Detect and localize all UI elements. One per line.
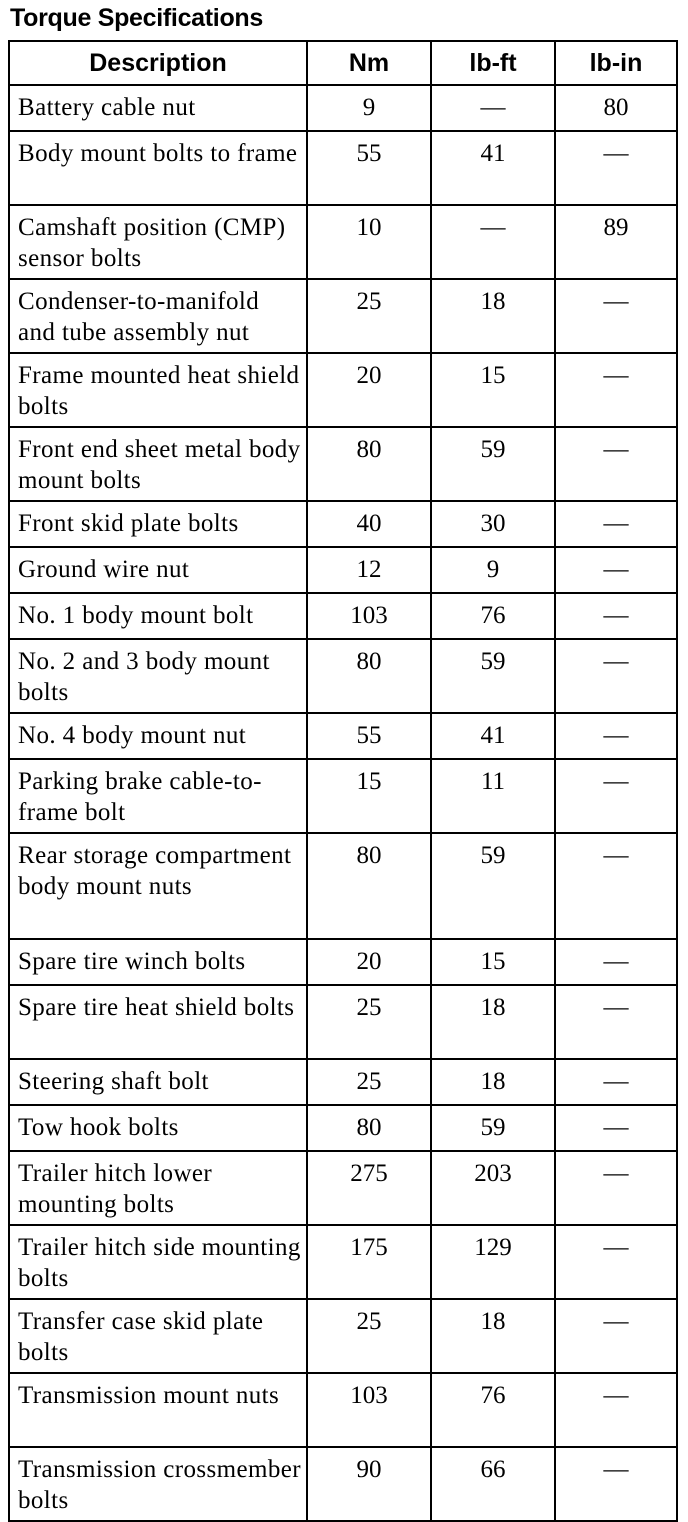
description-cell: Transmission crossmember bolts: [9, 1447, 307, 1521]
lb-ft-cell: 59: [431, 639, 555, 713]
table-row: [9, 1373, 677, 1447]
description-cell: Battery cable nut: [9, 85, 307, 131]
description-cell: Rear storage compartment body mount nuts: [9, 833, 307, 939]
lb-in-cell: —: [555, 1225, 677, 1299]
nm-cell: 20: [307, 353, 431, 427]
table-row: [9, 1225, 677, 1299]
lb-in-cell: —: [555, 353, 677, 427]
table-row: [9, 833, 677, 939]
description-cell: Transmission mount nuts: [9, 1373, 307, 1447]
table-row: [9, 1299, 677, 1373]
lb-ft-cell: 59: [431, 833, 555, 939]
column-header-lb-ft: lb-ft: [431, 41, 555, 85]
description-cell: Camshaft position (CMP) sensor bolts: [9, 205, 307, 279]
nm-cell: 10: [307, 205, 431, 279]
description-cell: Trailer hitch lower mounting bolts: [9, 1151, 307, 1225]
nm-cell: 25: [307, 985, 431, 1059]
lb-in-cell: 80: [555, 85, 677, 131]
table-row: [9, 713, 677, 759]
description-cell: Front end sheet metal body mount bolts: [9, 427, 307, 501]
lb-ft-cell: 30: [431, 501, 555, 547]
lb-ft-cell: 15: [431, 353, 555, 427]
lb-ft-cell: —: [431, 205, 555, 279]
lb-ft-cell: 18: [431, 1299, 555, 1373]
lb-ft-cell: 76: [431, 593, 555, 639]
table-row: [9, 939, 677, 985]
description-cell: Steering shaft bolt: [9, 1059, 307, 1105]
description-cell: Tow hook bolts: [9, 1105, 307, 1151]
lb-ft-cell: 18: [431, 279, 555, 353]
nm-cell: 25: [307, 279, 431, 353]
description-cell: No. 4 body mount nut: [9, 713, 307, 759]
table-row: [9, 639, 677, 713]
table-row: [9, 131, 677, 205]
description-cell: Spare tire heat shield bolts: [9, 985, 307, 1059]
table-row: [9, 205, 677, 279]
lb-ft-cell: 41: [431, 713, 555, 759]
lb-ft-cell: 18: [431, 1059, 555, 1105]
table-row: [9, 353, 677, 427]
lb-ft-cell: 129: [431, 1225, 555, 1299]
nm-cell: 55: [307, 131, 431, 205]
lb-ft-cell: —: [431, 85, 555, 131]
table-header-row: [9, 41, 677, 85]
lb-ft-cell: 76: [431, 1373, 555, 1447]
table-row: [9, 279, 677, 353]
lb-in-cell: —: [555, 1299, 677, 1373]
table-row: [9, 85, 677, 131]
lb-ft-cell: 41: [431, 131, 555, 205]
lb-ft-cell: 11: [431, 759, 555, 833]
lb-ft-cell: 203: [431, 1151, 555, 1225]
torque-spec-table: [8, 40, 678, 1522]
lb-ft-cell: 59: [431, 427, 555, 501]
column-header-description: Description: [9, 41, 307, 85]
lb-ft-cell: 66: [431, 1447, 555, 1521]
lb-ft-cell: 15: [431, 939, 555, 985]
lb-in-cell: —: [555, 547, 677, 593]
nm-cell: 175: [307, 1225, 431, 1299]
nm-cell: 80: [307, 833, 431, 939]
table-row: [9, 1059, 677, 1105]
lb-ft-cell: 59: [431, 1105, 555, 1151]
nm-cell: 80: [307, 639, 431, 713]
lb-in-cell: —: [555, 939, 677, 985]
nm-cell: 15: [307, 759, 431, 833]
lb-in-cell: —: [555, 593, 677, 639]
description-cell: No. 1 body mount bolt: [9, 593, 307, 639]
lb-in-cell: —: [555, 279, 677, 353]
lb-in-cell: —: [555, 985, 677, 1059]
table-row: [9, 759, 677, 833]
description-cell: Frame mounted heat shield bolts: [9, 353, 307, 427]
nm-cell: 275: [307, 1151, 431, 1225]
lb-in-cell: —: [555, 131, 677, 205]
nm-cell: 25: [307, 1059, 431, 1105]
description-cell: Spare tire winch bolts: [9, 939, 307, 985]
lb-ft-cell: 9: [431, 547, 555, 593]
description-cell: Transfer case skid plate bolts: [9, 1299, 307, 1373]
lb-in-cell: —: [555, 759, 677, 833]
nm-cell: 103: [307, 593, 431, 639]
lb-in-cell: —: [555, 639, 677, 713]
description-cell: Front skid plate bolts: [9, 501, 307, 547]
table-row: [9, 501, 677, 547]
nm-cell: 12: [307, 547, 431, 593]
page-title: Torque Specifications: [10, 4, 264, 32]
column-header-nm: Nm: [307, 41, 431, 85]
lb-in-cell: —: [555, 713, 677, 759]
table-row: [9, 1151, 677, 1225]
table-row: [9, 427, 677, 501]
description-cell: Condenser-to-manifold and tube assembly nut: [9, 279, 307, 353]
lb-in-cell: 89: [555, 205, 677, 279]
nm-cell: 80: [307, 1105, 431, 1151]
lb-in-cell: —: [555, 833, 677, 939]
description-cell: Parking brake cable-to-frame bolt: [9, 759, 307, 833]
table-row: [9, 985, 677, 1059]
table-row: [9, 1105, 677, 1151]
lb-ft-cell: 18: [431, 985, 555, 1059]
lb-in-cell: —: [555, 427, 677, 501]
column-header-lb-in: lb-in: [555, 41, 677, 85]
nm-cell: 20: [307, 939, 431, 985]
description-cell: Trailer hitch side mounting bolts: [9, 1225, 307, 1299]
description-cell: Body mount bolts to frame: [9, 131, 307, 205]
nm-cell: 40: [307, 501, 431, 547]
nm-cell: 103: [307, 1373, 431, 1447]
table-row: [9, 593, 677, 639]
lb-in-cell: —: [555, 1447, 677, 1521]
table-row: [9, 1447, 677, 1521]
description-cell: No. 2 and 3 body mount bolts: [9, 639, 307, 713]
lb-in-cell: —: [555, 1105, 677, 1151]
nm-cell: 55: [307, 713, 431, 759]
table-row: [9, 547, 677, 593]
nm-cell: 25: [307, 1299, 431, 1373]
nm-cell: 9: [307, 85, 431, 131]
nm-cell: 80: [307, 427, 431, 501]
lb-in-cell: —: [555, 501, 677, 547]
lb-in-cell: —: [555, 1373, 677, 1447]
description-cell: Ground wire nut: [9, 547, 307, 593]
lb-in-cell: —: [555, 1059, 677, 1105]
lb-in-cell: —: [555, 1151, 677, 1225]
nm-cell: 90: [307, 1447, 431, 1521]
